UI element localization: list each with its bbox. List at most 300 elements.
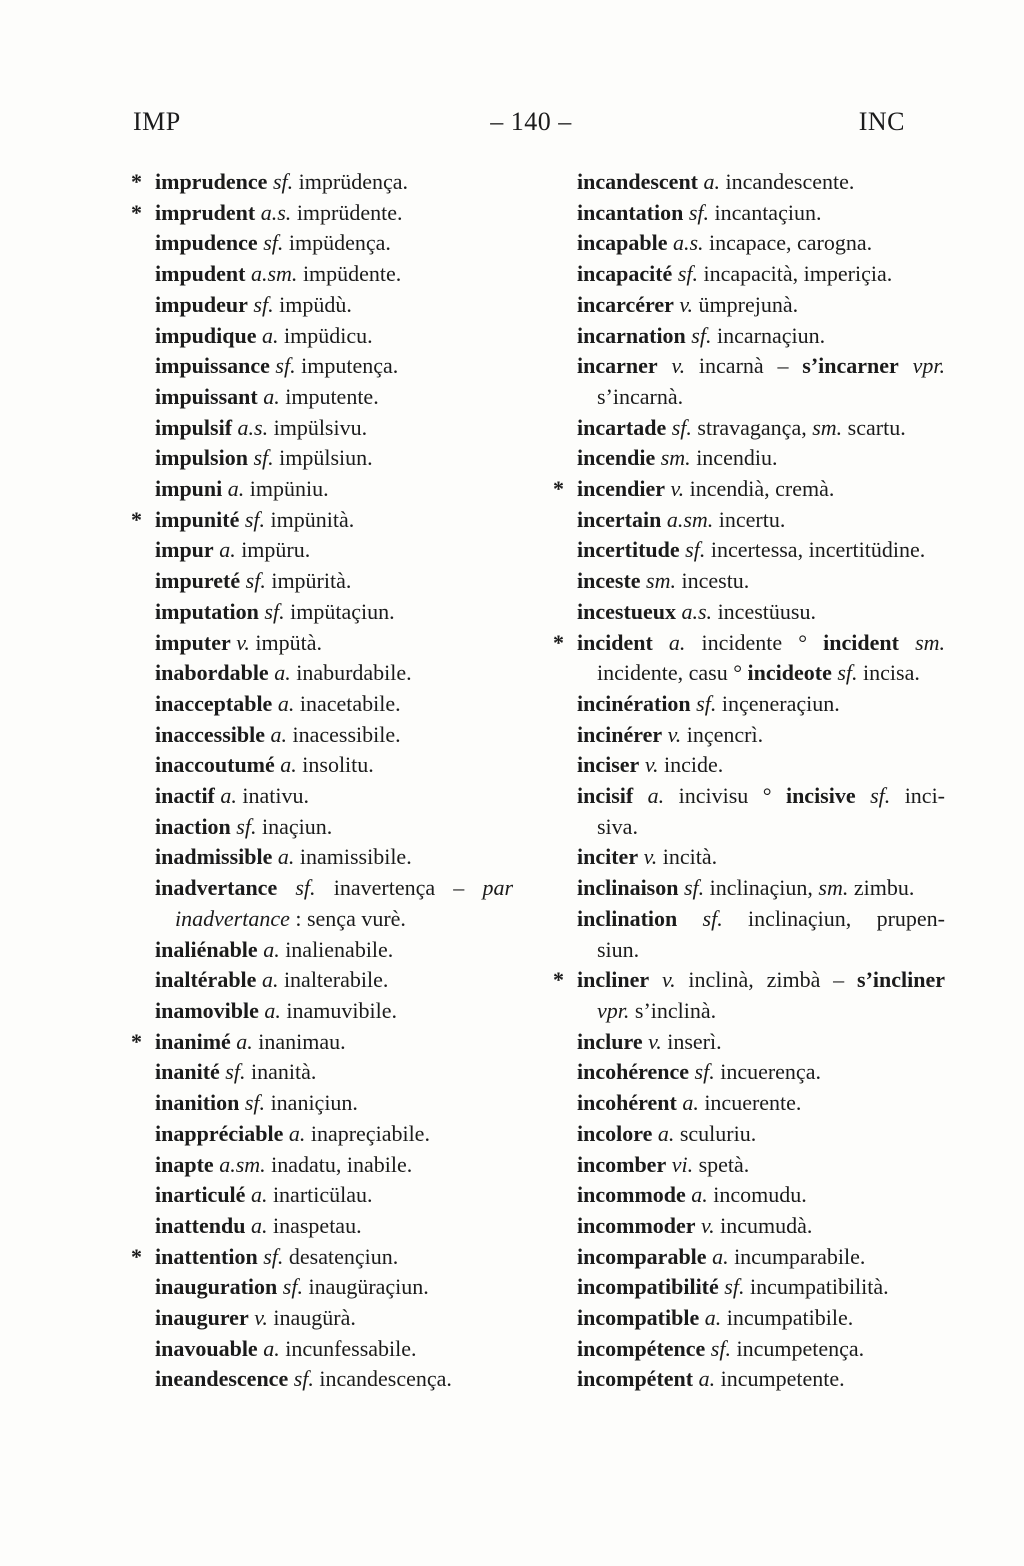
dictionary-entry (131, 965, 513, 996)
translation-text: incantaçiun. (714, 199, 822, 225)
entry-body (155, 351, 513, 382)
translation-text: inavertença – (333, 875, 465, 901)
dictionary-entry (131, 1088, 513, 1119)
translation-text: zimbu. (853, 875, 915, 901)
headword: inadmissible (155, 844, 273, 870)
entry-line (155, 873, 513, 904)
entry-line (155, 1119, 513, 1150)
translation-text: inarticülau. (272, 1182, 373, 1208)
entry-line (577, 290, 945, 321)
entry-body (155, 1088, 513, 1119)
entry-line (577, 965, 945, 996)
headword: impudique (155, 322, 257, 348)
entry-body (155, 474, 513, 505)
translation-text: impürità. (271, 568, 352, 594)
entry-line (577, 720, 945, 751)
headword: incompétent (577, 1366, 694, 1392)
dictionary-entry (553, 965, 945, 1026)
entry-body (577, 842, 945, 873)
translation-text: impüdente. (302, 261, 402, 287)
entry-line (155, 1364, 513, 1395)
entry-body (577, 259, 945, 290)
pos-label: sf. (702, 905, 723, 931)
pos-label: sf. (683, 875, 705, 901)
star-spacer (553, 1242, 577, 1273)
entry-body (577, 720, 945, 751)
headword: impuissant (155, 383, 258, 409)
entry-body (577, 413, 945, 444)
headword: incolore (577, 1120, 653, 1146)
translation-text: inaburdabile. (296, 660, 412, 686)
headword: impunité (155, 506, 240, 532)
pos-label: a. (647, 783, 665, 809)
dictionary-entry (553, 750, 945, 781)
entry-line (155, 321, 513, 352)
entry-line (155, 290, 513, 321)
star-spacer (553, 1057, 577, 1088)
star-spacer (553, 228, 577, 259)
headword: incommode (577, 1182, 686, 1208)
pos-label: a. (270, 721, 287, 747)
dictionary-entry (131, 720, 513, 751)
dictionary-entry (553, 1303, 945, 1334)
pos-label: a.s. (681, 598, 713, 624)
pos-label: sf. (253, 291, 274, 317)
translation-text: inanità. (250, 1059, 317, 1085)
dictionary-entry (131, 566, 513, 597)
translation-text: inamuvibile. (286, 997, 397, 1023)
sub-headword: s’incliner (857, 967, 946, 993)
pos-label: v. (679, 291, 694, 317)
translation-text: inalienabile. (285, 936, 394, 962)
entry-line (577, 842, 945, 873)
dictionary-entry (131, 321, 513, 352)
entry-line (577, 996, 945, 1027)
dictionary-entry (553, 505, 945, 536)
pos-label: sm. (915, 629, 946, 655)
headword: impuni (155, 476, 223, 502)
star-spacer (553, 167, 577, 198)
dictionary-entry (553, 904, 945, 965)
star-spacer (131, 1272, 155, 1303)
translation-text: impünità. (270, 506, 355, 532)
pos-label: sf. (263, 230, 284, 256)
translation-text: incità. (662, 844, 718, 870)
entry-line (155, 382, 513, 413)
pos-label: a. (657, 1120, 675, 1146)
dictionary-entry (553, 1150, 945, 1181)
entry-body (155, 443, 513, 474)
headword: incertain (577, 506, 662, 532)
pos-label: v. (701, 1212, 715, 1238)
headword: incapacité (577, 261, 673, 287)
translation-text: inativu. (242, 783, 309, 809)
star-spacer (553, 1150, 577, 1181)
entry-line (577, 1334, 945, 1365)
star-spacer (131, 259, 155, 290)
dictionary-entry (131, 996, 513, 1027)
translation-text: incidente, casu ° (597, 660, 743, 686)
entry-line (577, 321, 945, 352)
guide-word-right: INC (858, 107, 905, 136)
translation-text: incunfessabile. (285, 1335, 417, 1361)
pos-label: a. (668, 629, 686, 655)
dictionary-entry (131, 474, 513, 505)
star-spacer (553, 720, 577, 751)
headword: inaction (155, 813, 231, 839)
entry-body (577, 1334, 945, 1365)
pos-label: a.s. (237, 414, 269, 440)
dictionary-column-left (131, 167, 513, 1395)
headword: inavouable (155, 1335, 258, 1361)
entry-body (155, 382, 513, 413)
star-spacer (553, 781, 577, 842)
translation-text: inaspetau. (272, 1212, 362, 1238)
star-spacer (131, 812, 155, 843)
headword: ineandescence (155, 1366, 289, 1392)
headword: incestueux (577, 598, 676, 624)
entry-body (577, 1303, 945, 1334)
entry-body (577, 198, 945, 229)
star-spacer (131, 842, 155, 873)
entry-body (577, 228, 945, 259)
dictionary-entry (131, 167, 513, 198)
headword: inappréciable (155, 1120, 284, 1146)
star-spacer (553, 1211, 577, 1242)
dictionary-entry (131, 935, 513, 966)
translation-text: impülsiun. (279, 445, 373, 471)
entry-line (155, 198, 513, 229)
star-marker: * (553, 629, 564, 655)
pos-label: v. (667, 721, 682, 747)
star-spacer (553, 535, 577, 566)
star-marker: * (131, 169, 142, 194)
sub-headword: incideote (747, 660, 832, 686)
translation-text: inaniçiun. (270, 1090, 358, 1116)
pos-label: v. (671, 353, 686, 379)
entry-line (577, 597, 945, 628)
entry-line (577, 812, 945, 843)
star-spacer (131, 781, 155, 812)
translation-text: incarnà – (698, 353, 789, 379)
entry-body (155, 965, 513, 996)
pos-label: a. (703, 169, 720, 194)
pos-label: a. (220, 783, 237, 809)
entry-line (577, 228, 945, 259)
translation-text: desatençiun. (288, 1243, 399, 1269)
entry-body (155, 566, 513, 597)
dictionary-entry (553, 290, 945, 321)
dictionary-entry (553, 1057, 945, 1088)
entry-line (577, 1119, 945, 1150)
pos-label: sf. (236, 813, 257, 839)
entry-body (155, 1150, 513, 1181)
pos-label: sf. (225, 1059, 246, 1085)
dictionary-entry (553, 413, 945, 444)
headword: impudeur (155, 291, 248, 317)
entry-line (155, 658, 513, 689)
dictionary-column-right (553, 167, 945, 1395)
star-spacer (553, 597, 577, 628)
dictionary-entry (553, 689, 945, 720)
star-spacer (553, 259, 577, 290)
translation-text: inçencrì. (686, 721, 764, 747)
pos-label: v. (648, 1028, 662, 1054)
headword: incantation (577, 199, 684, 225)
star-spacer (131, 658, 155, 689)
dictionary-entry (131, 628, 513, 659)
headword: incomber (577, 1151, 667, 1177)
sub-headword: incisive (785, 783, 856, 809)
entry-body (155, 597, 513, 628)
pos-label: v. (670, 476, 685, 502)
entry-body (155, 628, 513, 659)
pos-label: a. (236, 1028, 253, 1054)
headword: incapable (577, 230, 668, 256)
pos-label: a. (264, 997, 281, 1023)
dictionary-entry (131, 1303, 513, 1334)
entry-body (155, 535, 513, 566)
entry-line (577, 689, 945, 720)
dictionary-entry (131, 1272, 513, 1303)
entry-line (155, 720, 513, 751)
dictionary-entry (553, 1180, 945, 1211)
dictionary-entry (131, 290, 513, 321)
entry-line (155, 1057, 513, 1088)
pos-label: v. (254, 1305, 268, 1331)
dictionary-columns (131, 167, 945, 1395)
star-spacer (553, 1027, 577, 1058)
star-spacer (131, 1180, 155, 1211)
headword: inattendu (155, 1212, 246, 1238)
star-spacer (131, 1334, 155, 1365)
entry-line (155, 566, 513, 597)
pos-label: v. (644, 752, 659, 778)
dictionary-entry (131, 1057, 513, 1088)
star-spacer (553, 842, 577, 873)
star-spacer (553, 1119, 577, 1150)
entry-body (155, 1057, 513, 1088)
translation-text: incendià, cremà. (689, 476, 835, 502)
entry-body (155, 1211, 513, 1242)
headword: inapte (155, 1151, 214, 1177)
pos-label: sf. (671, 414, 692, 440)
entry-line (155, 351, 513, 382)
headword: incliner (577, 967, 650, 993)
entry-line (577, 1088, 945, 1119)
entry-line (577, 658, 945, 689)
pos-label: a. (280, 752, 297, 778)
headword: inciter (577, 844, 639, 870)
entry-body (577, 167, 945, 198)
pos-label: a.sm. (666, 506, 714, 532)
entry-body (155, 505, 513, 536)
entry-line (577, 351, 945, 382)
entry-line (577, 628, 945, 659)
star-spacer (131, 1303, 155, 1334)
dictionary-entry (553, 1272, 945, 1303)
dictionary-entry (131, 1334, 513, 1365)
star-spacer (553, 873, 577, 904)
star-spacer (553, 904, 577, 965)
entry-line (577, 935, 945, 966)
pos-label: v. (643, 844, 658, 870)
translation-text: impüdença. (288, 230, 391, 256)
star-spacer (131, 1088, 155, 1119)
dictionary-entry (553, 1211, 945, 1242)
dictionary-entry (131, 842, 513, 873)
star-spacer (131, 597, 155, 628)
guide-word-left: IMP (133, 107, 181, 136)
star-spacer (131, 720, 155, 751)
headword: incertitude (577, 537, 680, 563)
star-spacer (553, 443, 577, 474)
dictionary-entry (553, 167, 945, 198)
pos-label: a. (250, 1212, 268, 1238)
star-spacer (131, 996, 155, 1027)
headword: incinération (577, 690, 691, 716)
translation-text: inaçiun. (261, 813, 333, 839)
entry-body (577, 597, 945, 628)
dictionary-entry (131, 443, 513, 474)
translation-text: impüdicu. (284, 322, 373, 348)
entry-body (155, 1180, 513, 1211)
translation-text: siun. (597, 936, 640, 962)
translation-text: inçeneraçiun. (721, 690, 840, 716)
entry-line (155, 935, 513, 966)
dictionary-entry (553, 781, 945, 842)
translation-text: inaugürà. (273, 1305, 356, 1331)
pos-label: sm. (660, 445, 691, 471)
star-spacer (131, 228, 155, 259)
translation-text: scartu. (847, 414, 906, 440)
entry-body (155, 1242, 513, 1273)
translation-text: incumpatibile. (726, 1305, 854, 1331)
entry-body (577, 781, 945, 842)
star-spacer (131, 413, 155, 444)
entry-body (155, 1334, 513, 1365)
dictionary-entry (131, 228, 513, 259)
dictionary-entry (131, 689, 513, 720)
entry-line (155, 1272, 513, 1303)
entry-line (155, 443, 513, 474)
star-spacer (131, 750, 155, 781)
pos-label: sf. (293, 1366, 314, 1392)
pos-label: sf. (253, 445, 274, 471)
entry-line (155, 535, 513, 566)
translation-text: incumpetença. (736, 1335, 865, 1361)
star-marker: * (131, 1028, 142, 1054)
headword: inadvertance (155, 875, 278, 901)
pos-label: a. (704, 1305, 722, 1331)
star-spacer (553, 1303, 577, 1334)
pos-label: a. (227, 476, 245, 502)
star-spacer (131, 1364, 155, 1395)
headword: incompétence (577, 1335, 706, 1361)
entry-body (577, 904, 945, 965)
pos-label: a. (691, 1182, 708, 1208)
entry-body (155, 996, 513, 1027)
star-spacer (553, 290, 577, 321)
dictionary-entry (553, 628, 945, 689)
star-spacer (131, 443, 155, 474)
pos-label: sf. (837, 660, 858, 686)
entry-body (577, 1272, 945, 1303)
translation-text: incendiu. (696, 445, 778, 471)
translation-text: imprüdente. (296, 199, 403, 225)
entry-body (577, 1150, 945, 1181)
entry-line (577, 535, 945, 566)
translation-text: incisa. (863, 660, 920, 686)
translation-text: imputença. (301, 353, 399, 379)
entry-line (155, 1088, 513, 1119)
entry-body (577, 351, 945, 412)
translation-text: incumparabile. (734, 1243, 866, 1269)
dictionary-entry (131, 1027, 513, 1058)
pos-label: sf. (272, 169, 294, 194)
entry-line (155, 904, 513, 935)
translation-text: impütaçiun. (290, 598, 395, 624)
entry-line (577, 1180, 945, 1211)
pos-label: a. (288, 1120, 306, 1146)
star-spacer (131, 628, 155, 659)
entry-body (155, 1303, 513, 1334)
headword: inanimé (155, 1028, 231, 1054)
entry-body (155, 1119, 513, 1150)
headword: imprudent (155, 199, 256, 225)
translation-text: impüru. (241, 537, 311, 563)
entry-body (577, 750, 945, 781)
entry-line (155, 1334, 513, 1365)
pos-label: a.sm. (250, 261, 298, 287)
star-spacer (131, 290, 155, 321)
entry-body (155, 873, 513, 934)
entry-body (155, 1027, 513, 1058)
headword: inclination (577, 905, 678, 931)
pos-label: vpr. (912, 353, 946, 379)
entry-body (577, 535, 945, 566)
entry-line (577, 566, 945, 597)
star-spacer (131, 1211, 155, 1242)
star-spacer (131, 474, 155, 505)
star-spacer (553, 1272, 577, 1303)
translation-text: inalterabile. (283, 967, 389, 993)
dictionary-entry (131, 505, 513, 536)
star-spacer (131, 535, 155, 566)
pos-label: a.s. (672, 230, 704, 256)
entry-body (155, 689, 513, 720)
translation-text: inapreçiabile. (310, 1120, 430, 1146)
entry-line (577, 1027, 945, 1058)
headword: incommoder (577, 1212, 696, 1238)
entry-line (155, 167, 513, 198)
headword: impuissance (155, 353, 270, 379)
headword: incartade (577, 414, 667, 440)
entry-body (155, 1272, 513, 1303)
translation-text: incuerente. (704, 1090, 802, 1116)
dictionary-entry (131, 781, 513, 812)
entry-body (577, 1119, 945, 1150)
star-spacer (553, 566, 577, 597)
headword: inclure (577, 1028, 643, 1054)
pos-label: sf. (691, 322, 712, 348)
entry-line (155, 781, 513, 812)
pos-label: a. (277, 690, 295, 716)
dictionary-entry (131, 198, 513, 229)
translation-text: incestüusu. (717, 598, 816, 624)
entry-line (577, 873, 945, 904)
dictionary-entry (131, 1150, 513, 1181)
